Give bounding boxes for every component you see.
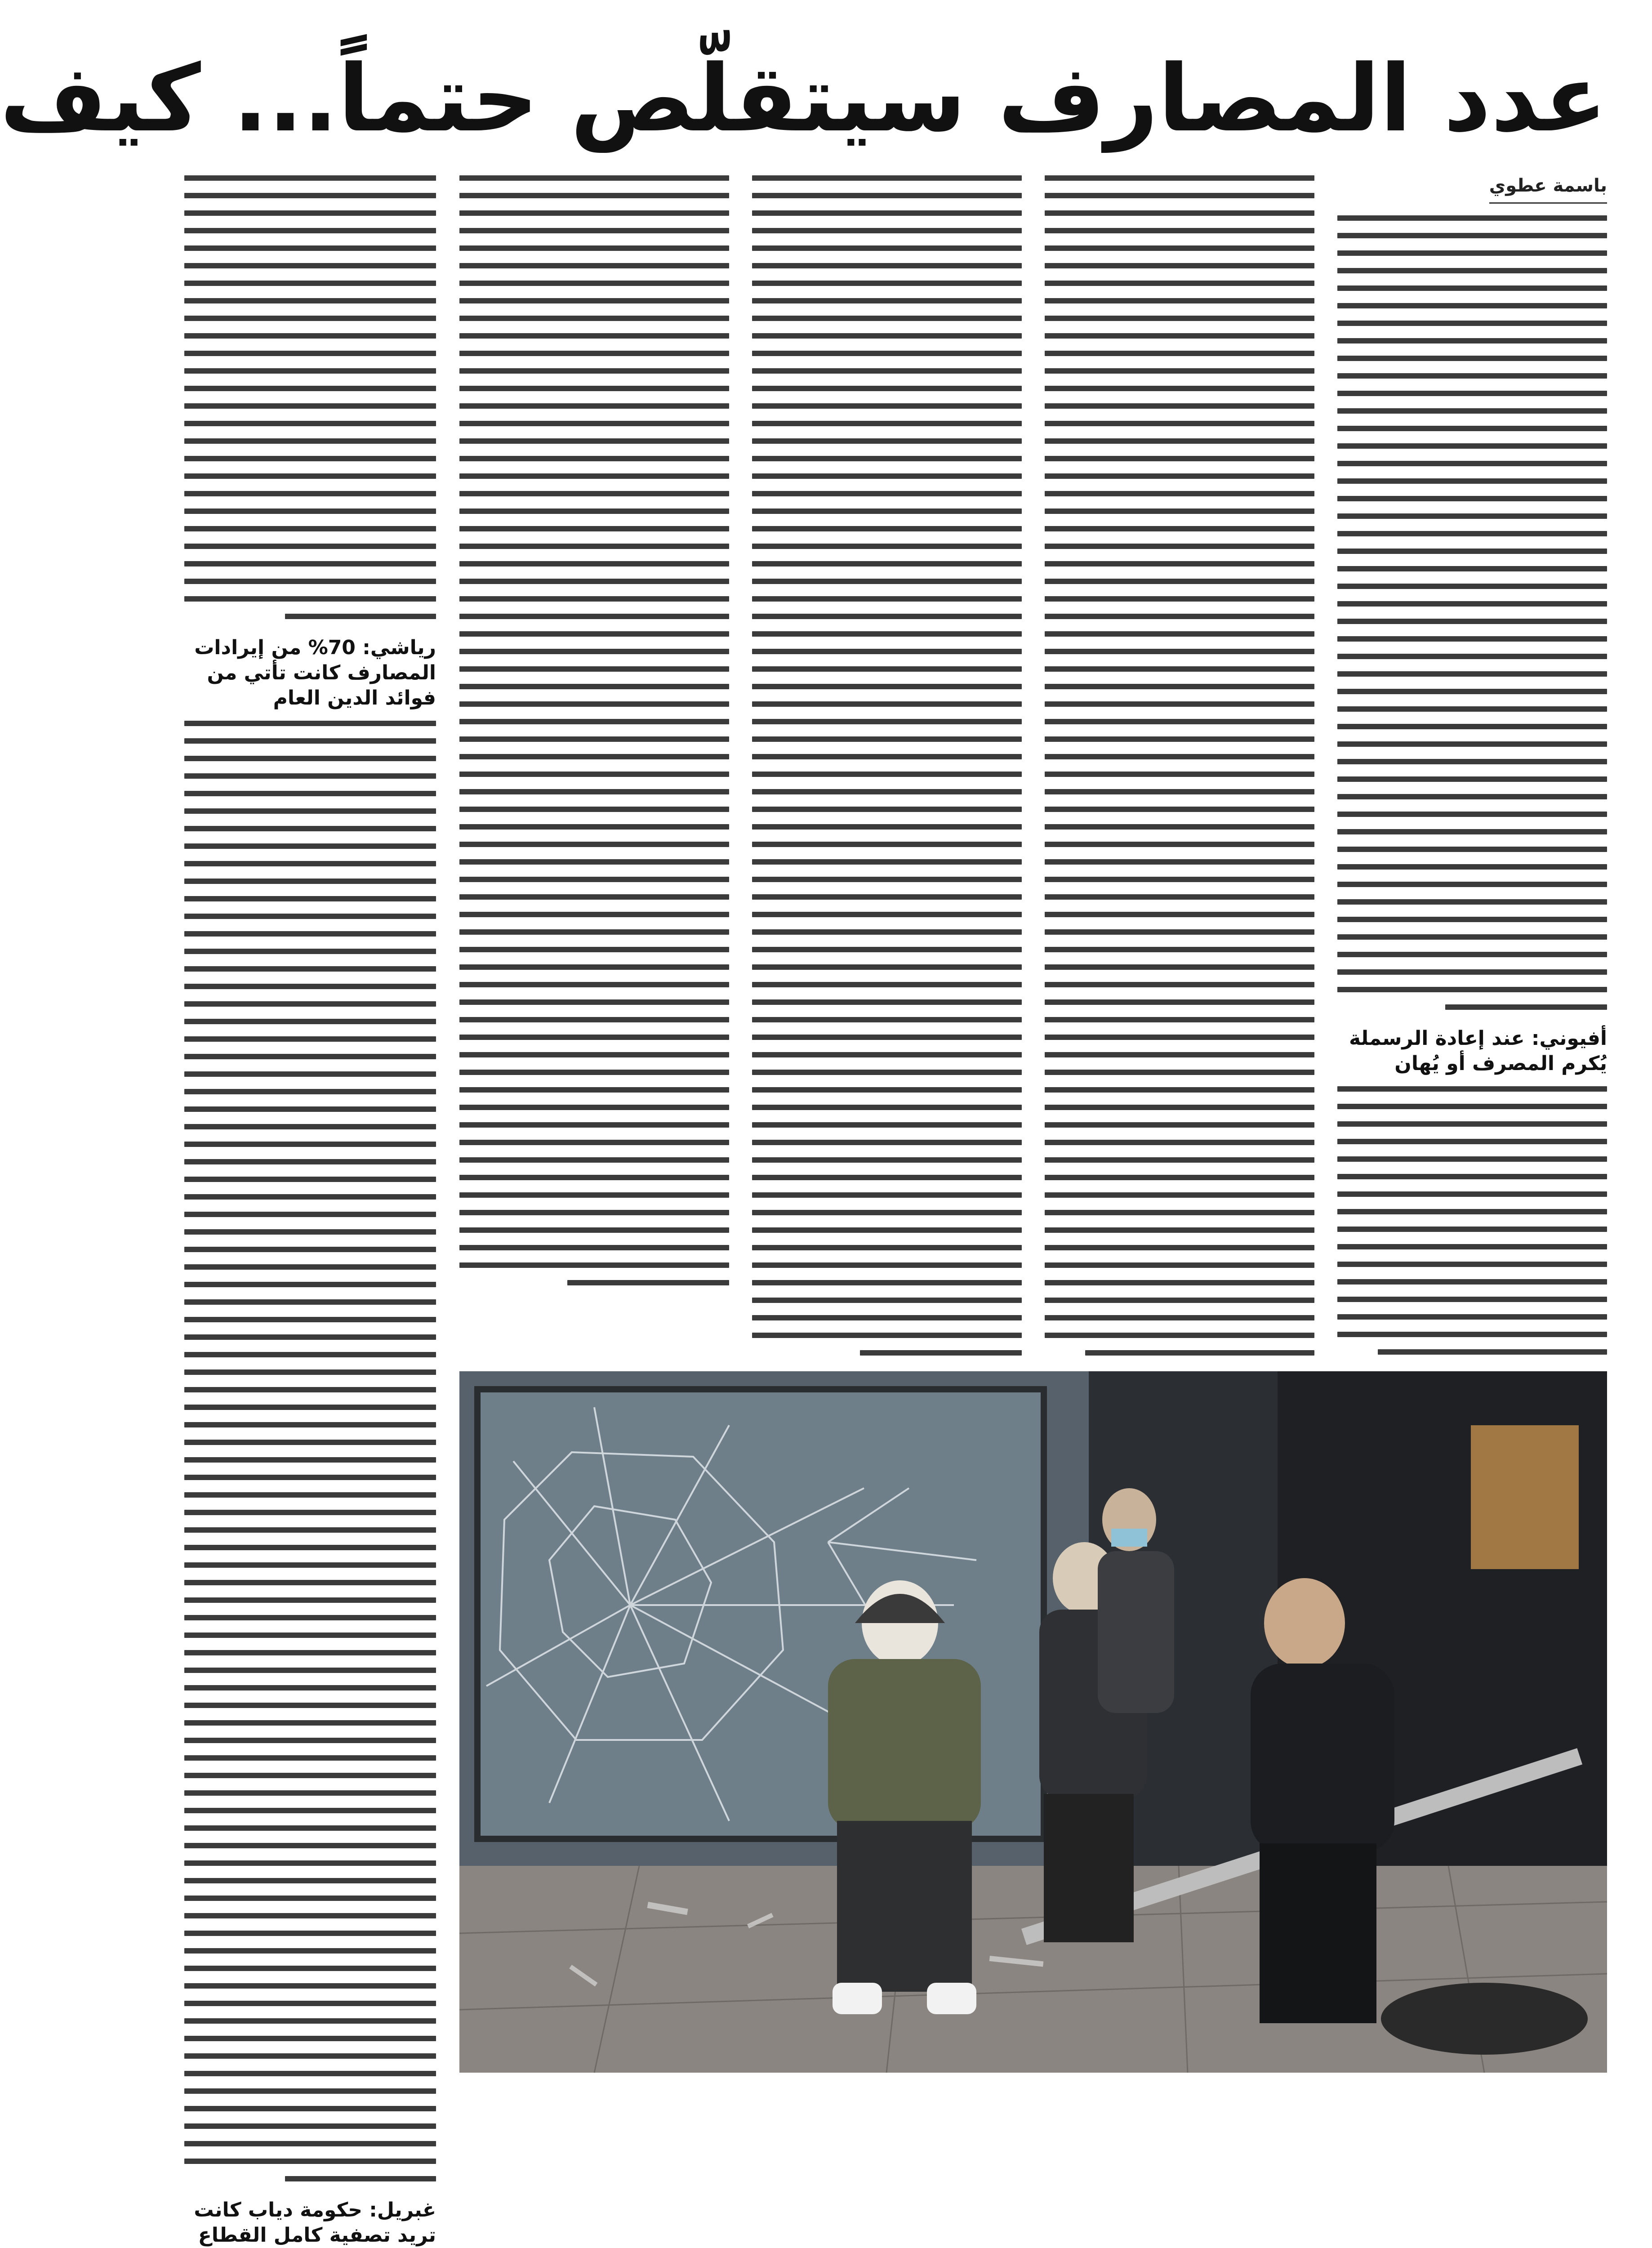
body-text-block <box>184 721 436 2181</box>
subhead-afiouni: أفيوني: عند إعادة الرسملة يُكرم المصرف أو يُهان <box>1349 1027 1607 1075</box>
article-column-1 <box>1337 175 1607 1344</box>
article-column-5 <box>184 175 436 2247</box>
article-column-2 <box>1045 175 1314 1344</box>
body-text-block <box>459 175 729 1285</box>
subhead-riachi: رياشي: 70% من إيرادات المصارف كانت تأتي من فوائد الدين العام <box>194 636 436 709</box>
subhead-ghobril: غبريل: حكومة دياب كانت تريد تصفية كامل القطاع <box>194 2199 436 2247</box>
body-text-block <box>752 175 1022 1356</box>
byline: باسمة عطوي <box>1489 175 1607 204</box>
headline: عدد المصارف سيتقلّص حتماً... كيف <box>0 45 1607 152</box>
body-text-block <box>1045 175 1314 1356</box>
article-column-3 <box>752 175 1022 1344</box>
body-text-block <box>184 175 436 619</box>
body-text-block <box>1337 1086 1607 1355</box>
protest-photo <box>459 1371 1607 2073</box>
body-text-block <box>1337 215 1607 1010</box>
